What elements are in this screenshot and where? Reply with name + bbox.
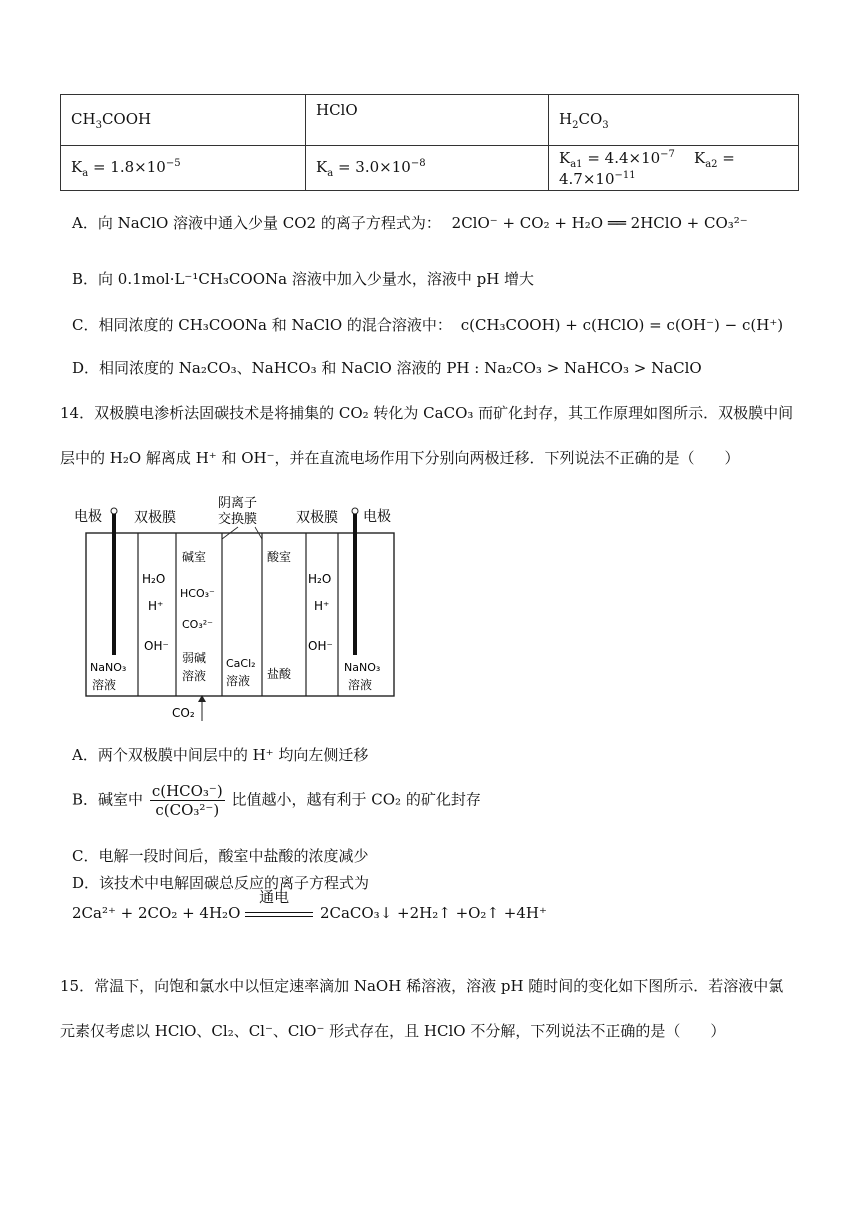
bipolar-left-label: 双极膜 [134, 510, 176, 526]
q13-option-a [72, 212, 748, 233]
q14-option-a: A．两个双极膜中间层中的 H⁺ 均向左侧迁移 [72, 746, 369, 764]
h2o-right: H₂O [308, 572, 332, 586]
q13-option-c-equation: c(CH₃COOH) + c(HClO) = c(OH⁻) − c(H⁺) [460, 316, 784, 334]
equation-right: 2CaCO₃↓ +2H₂↑ +O₂↑ +4H⁺ [319, 904, 547, 922]
q15-stem-line2: 元素仅考虑以 HClO、Cl₂、Cl⁻、ClO⁻ 形式存在，且 HClO 不分解，下列说法不正确的是（ ） [60, 1022, 726, 1040]
q15-stem-line1: 15．常温下，向饱和氯水中以恒定速率滴加 NaOH 稀溶液，溶液 pH 随时间的变化如下图所示．若溶液中氯 [60, 977, 784, 995]
q13-option-a-text: A．向 NaClO 溶液中通入少量 CO2 的离子方程式为： [72, 214, 441, 232]
q14-option-b-pre: B．碱室中 [72, 790, 144, 809]
weak-base-label-2: 溶液 [182, 669, 207, 683]
table-header-ch3cooh: $CH_3COOH$ [61, 95, 306, 146]
electrolysis-arrow [245, 888, 315, 924]
co2-input-label: CO₂ [172, 706, 195, 720]
q13-option-d: D．相同浓度的 Na₂CO₃、NaHCO₃ 和 NaClO 溶液的 PH : Na₂CO₃ > NaHCO₃ > NaClO [72, 359, 702, 377]
electrode-left-label: 电极 [74, 509, 102, 525]
hco3-label: HCO₃⁻ [180, 587, 215, 600]
ka-ch3cooh: $K_a = 1.8\times 10^{-5}$ [61, 146, 306, 191]
nano3-right-label-1: NaNO₃ [344, 661, 381, 674]
nano3-left-label-1: NaNO₃ [90, 661, 127, 674]
ohminus-left: OH⁻ [144, 639, 169, 653]
ka-hclo: $K_a = 3.0\times 10^{-8}$ [306, 146, 549, 191]
q14-d-equation [72, 888, 547, 924]
cacl2-label-1: CaCl₂ [226, 657, 256, 670]
equation-left: 2Ca²⁺ + 2CO₂ + 4H₂O [72, 904, 241, 922]
hplus-left: H⁺ [148, 599, 164, 613]
ka-table [60, 94, 799, 191]
q13-option-a-equation: 2ClO⁻ + CO₂ + H₂O ══ 2HClO + CO₃²⁻ [451, 214, 748, 232]
table-header-hclo: HClO [306, 95, 549, 146]
nano3-right-label-2: 溶液 [348, 678, 373, 692]
q13-option-b: B．向 0.1mol·L⁻¹CH₃COONa 溶液中加入少量水，溶液中 pH 增大 [72, 270, 535, 288]
ratio-fraction [150, 782, 225, 819]
q14-option-b [72, 782, 481, 819]
electrode-right-label: 电极 [363, 509, 391, 525]
hplus-right: H⁺ [314, 599, 330, 613]
q14-option-d: D．该技术中电解固碳总反应的离子方程式为 [72, 874, 370, 892]
q13-option-c-text: C．相同浓度的 CH₃COONa 和 NaClO 的混合溶液中： [72, 316, 452, 334]
ratio-denominator: c(CO₃²⁻) [155, 801, 220, 819]
h2o-left: H₂O [142, 572, 166, 586]
ka-h2co3: $K_{a1} = 4.4\times 10^{-7}$ $K_{a2} = 4.7\times 10^{-11}$ [549, 146, 799, 191]
table-header-h2co3: $H_2CO_3$ [549, 95, 799, 146]
anion-membrane-label-1: 阴离子 [218, 496, 258, 511]
weak-base-label-1: 弱碱 [182, 651, 207, 665]
q14-stem-line2: 层中的 H₂O 解离成 H⁺ 和 OH⁻，并在直流电场作用下分别向两极迁移．下列说法不正确的是（ ） [60, 449, 740, 467]
ohminus-right: OH⁻ [308, 639, 333, 653]
anion-membrane-label-2: 交换膜 [218, 512, 258, 527]
electrodialysis-diagram [70, 495, 410, 730]
electrolysis-condition: 通电 [259, 888, 290, 906]
q14-stem-line1: 14．双极膜电渗析法固碳技术是将捕集的 CO₂ 转化为 CaCO₃ 而矿化封存，其工作原理如图所示．双极膜中间 [60, 404, 794, 422]
q13-option-c [72, 314, 783, 335]
q14-option-c: C．电解一段时间后，酸室中盐酸的浓度减少 [72, 847, 369, 865]
base-room-label: 碱室 [182, 550, 207, 564]
ratio-numerator: c(HCO₃⁻) [151, 782, 223, 800]
nano3-left-label-2: 溶液 [92, 678, 117, 692]
cacl2-label-2: 溶液 [226, 674, 251, 688]
bipolar-right-label: 双极膜 [296, 510, 338, 526]
co3-label: CO₃²⁻ [182, 618, 213, 631]
acid-room-label: 酸室 [267, 550, 292, 564]
q14-option-b-post: 比值越小，越有利于 CO₂ 的矿化封存 [231, 790, 481, 809]
hcl-label: 盐酸 [267, 667, 292, 681]
